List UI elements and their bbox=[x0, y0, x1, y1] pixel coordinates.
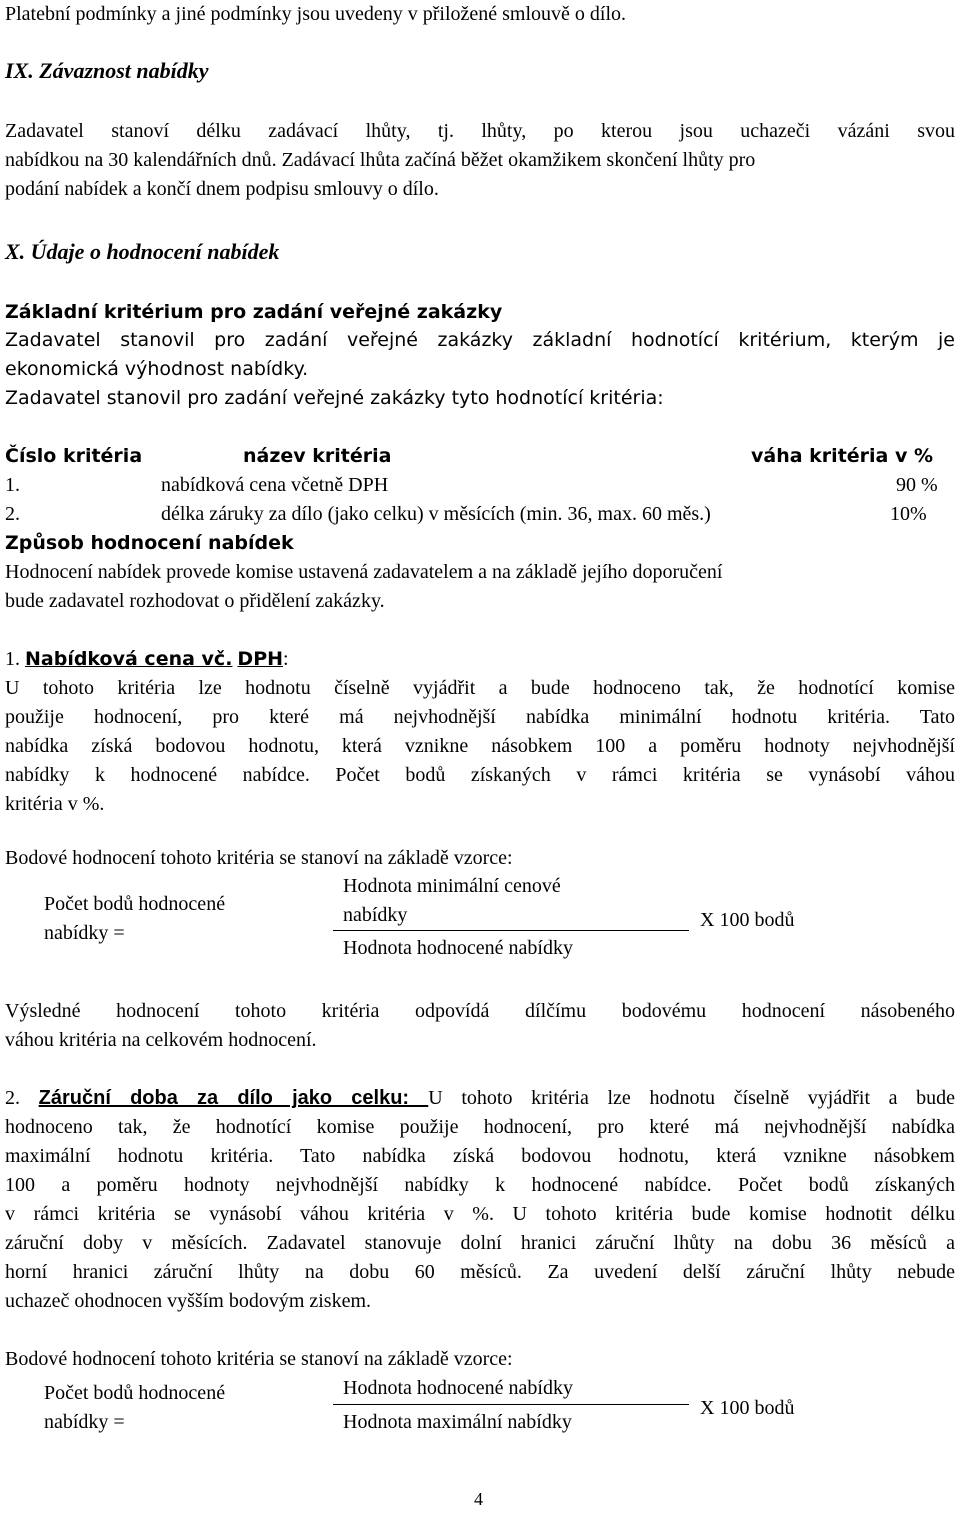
table-header-weight: váha kritéria v % bbox=[751, 445, 934, 467]
section-ix-line: podání nabídek a končí dnem podpisu smlouvy o dílo. bbox=[5, 178, 439, 200]
criterion1-result-line: Výsledné hodnocení tohoto kritéria odpovídá dílčímu bodovému hodnocení násobeného bbox=[5, 1000, 955, 1022]
criterion1-heading bbox=[5, 645, 289, 673]
table-header-number: Číslo kritéria bbox=[5, 445, 143, 467]
criterion2-number: 2. bbox=[5, 1087, 20, 1109]
criterion2-line: v rámci kritéria se vynásobí váhou kritéria v %. U tohoto kritéria bude komise hodnotit délku bbox=[5, 1203, 955, 1225]
criterion1-line: nabídka získá bodovou hodnotu, která vznikne násobkem 100 a poměru hodnoty nejvhodnější bbox=[5, 735, 955, 757]
criterion2-heading bbox=[5, 1084, 955, 1112]
criterion1-number: 1. bbox=[5, 648, 20, 670]
formula-numerator: Hodnota minimální cenové bbox=[343, 875, 561, 897]
formula-numerator: Hodnota hodnocené nabídky bbox=[343, 1377, 573, 1399]
criterion1-colon: : bbox=[283, 648, 289, 670]
section-ix-line: Zadavatel stanoví délku zadávací lhůty, tj. lhůty, po kterou jsou uchazeči vázáni svou bbox=[5, 120, 955, 142]
basic-criterion-heading: Základní kritérium pro zadání veřejné zakázky bbox=[5, 301, 503, 323]
formula-lhs: nabídky = bbox=[44, 1411, 125, 1433]
criterion2-line: uchazeč ohodnocen vyšším bodovým ziskem. bbox=[5, 1290, 372, 1312]
section-x-heading: X. Údaje o hodnocení nabídek bbox=[5, 239, 280, 264]
criterion2-first-line: U tohoto kritéria lze hodnotu číselně vyjádřit a bude bbox=[428, 1087, 956, 1109]
table-cell-number: 2. bbox=[5, 503, 20, 525]
evaluation-method-line: bude zadavatel rozhodovat o přidělení zakázky. bbox=[5, 590, 385, 612]
evaluation-method-heading: Způsob hodnocení nabídek bbox=[5, 532, 294, 554]
page-number: 4 bbox=[474, 1489, 483, 1509]
criterion1-line: použije hodnocení, pro které má nejvhodnější nabídka minimální hodnotu kritéria. Tato bbox=[5, 706, 955, 728]
criterion2-line: záruční doby v měsících. Zadavatel stanovuje dolní hranici záruční lhůty na dobu 36 měsíců a bbox=[5, 1232, 955, 1254]
table-cell-name: délka záruky za dílo (jako celku) v měsících (min. 36, max. 60 měs.) bbox=[161, 503, 711, 525]
criterion1-line: kritéria v %. bbox=[5, 793, 105, 815]
criterion2-line: 100 a poměru hodnoty nejvhodnější nabídky k hodnocené nabídce. Počet bodů získaných bbox=[5, 1174, 955, 1196]
formula-lhs: nabídky = bbox=[44, 922, 125, 944]
criterion2-title: Záruční doba za dílo jako celku: bbox=[38, 1087, 429, 1109]
fraction-bar bbox=[333, 930, 689, 931]
section-x-line: Zadavatel stanovil pro zadání veřejné zakázky tyto hodnotící kritéria: bbox=[5, 387, 664, 409]
table-cell-name: nabídková cena včetně DPH bbox=[161, 474, 389, 496]
criterion2-formula-intro: Bodové hodnocení tohoto kritéria se stanoví na základě vzorce: bbox=[5, 1348, 513, 1370]
criterion1-formula-intro: Bodové hodnocení tohoto kritéria se stanoví na základě vzorce: bbox=[5, 847, 513, 869]
section-x-line: ekonomická výhodnost nabídky. bbox=[5, 358, 309, 380]
criterion1-title-dph: DPH bbox=[237, 648, 284, 670]
table-cell-weight: 10% bbox=[890, 503, 927, 525]
criterion2-line: maximální hodnotu kritéria. Tato nabídka získá bodovou hodnotu, která vznikne násobkem bbox=[5, 1145, 955, 1167]
criterion2-line: horní hranici záruční lhůty na dobu 60 měsíců. Za uvedení delší záruční lhůty nebude bbox=[5, 1261, 955, 1283]
criterion1-result-line: váhou kritéria na celkovém hodnocení. bbox=[5, 1029, 317, 1051]
table-cell-weight: 90 % bbox=[896, 474, 938, 496]
table-cell-number: 1. bbox=[5, 474, 20, 496]
evaluation-method-line: Hodnocení nabídek provede komise ustavená zadavatelem a na základě jejího doporučení bbox=[5, 561, 723, 583]
criterion2-line: hodnoceno tak, že hodnotící komise použije hodnocení, pro které má nejvhodnější nabídka bbox=[5, 1116, 955, 1138]
section-x-line: Zadavatel stanovil pro zadání veřejné zakázky základní hodnotící kritérium, kterým je bbox=[5, 329, 955, 351]
formula-numerator: nabídky bbox=[343, 904, 408, 926]
criterion1-line: U tohoto kritéria lze hodnotu číselně vyjádřit a bude hodnoceno tak, že hodnotící komise bbox=[5, 677, 955, 699]
intro-line: Platební podmínky a jiné podmínky jsou uvedeny v přiložené smlouvě o dílo. bbox=[5, 3, 627, 25]
table-header-name: název kritéria bbox=[243, 445, 392, 467]
fraction-bar bbox=[333, 1404, 689, 1405]
section-ix-line: nabídkou na 30 kalendářních dnů. Zadávací lhůta začíná běžet okamžikem skončení lhůty pro bbox=[5, 149, 756, 171]
criterion1-title: Nabídková cena vč. bbox=[25, 648, 233, 670]
formula-multiplier: X 100 bodů bbox=[700, 1397, 795, 1419]
formula-lhs: Počet bodů hodnocené bbox=[44, 1382, 226, 1404]
formula-multiplier: X 100 bodů bbox=[700, 909, 795, 931]
formula-denominator: Hodnota hodnocené nabídky bbox=[343, 937, 573, 959]
formula-lhs: Počet bodů hodnocené bbox=[44, 893, 226, 915]
section-ix-heading: IX. Závaznost nabídky bbox=[5, 58, 209, 83]
criterion1-line: nabídky k hodnocené nabídce. Počet bodů získaných v rámci kritéria se vynásobí váhou bbox=[5, 764, 955, 786]
formula-denominator: Hodnota maximální nabídky bbox=[343, 1411, 572, 1433]
